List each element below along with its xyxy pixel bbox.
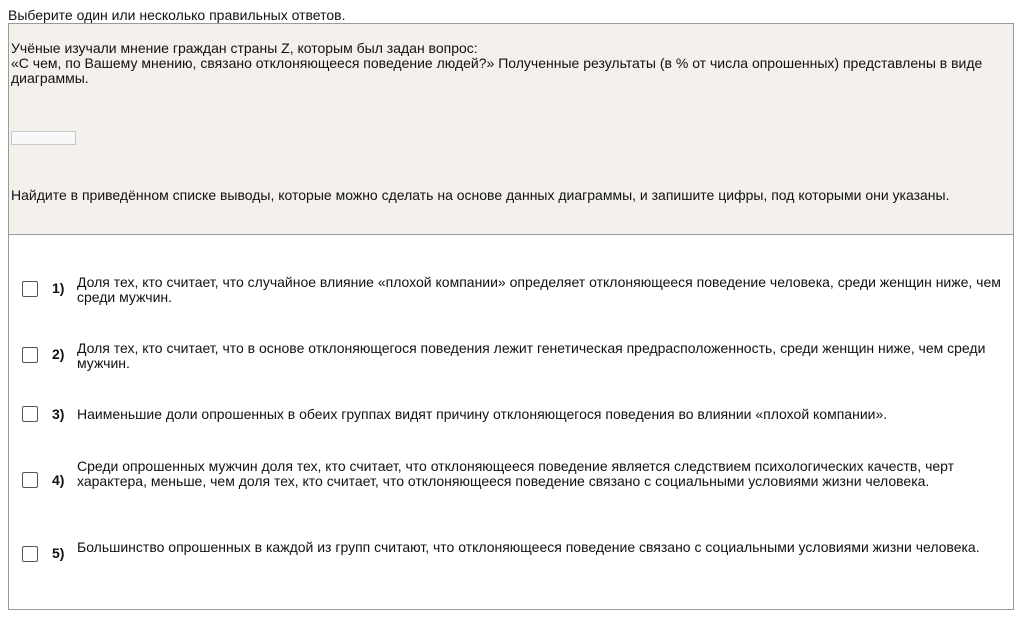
option-2-text: Доля тех, кто считает, что в основе отклоняющегося поведения лежит генетическая предрасположенность, среди женщин ниже, чем среди мужчин. [77, 340, 986, 371]
option-3-checkbox[interactable] [22, 406, 38, 422]
option-5-number: 5) [52, 545, 65, 561]
option-1-text: Доля тех, кто считает, что случайное влияние «плохой компании» определяет отклоняющееся поведение человека, среди женщин ниже, чем среди мужчин. [77, 274, 1001, 305]
instruction-text: Выберите один или несколько правильных ответов. [8, 7, 346, 23]
question-task: Найдите в приведённом списке выводы, которые можно сделать на основе данных диаграммы, и запишите цифры, под которыми они указаны. [11, 187, 950, 203]
option-5-text: Большинство опрошенных в каждой из групп считают, что отклоняющееся поведение связано с социальными условиями жизни человека. [77, 539, 980, 555]
question-intro [11, 41, 1001, 86]
option-2-number: 2) [52, 346, 65, 362]
option-1-number: 1) [52, 280, 65, 296]
broken-chart-image [11, 131, 76, 145]
option-2-checkbox[interactable] [22, 347, 38, 363]
question-block [9, 24, 1013, 235]
option-4-text: Среди опрошенных мужчин доля тех, кто считает, что отклоняющееся поведение является следствием психологических качеств, черт характера, меньше, чем доля тех, кто считает, что отклоняющееся поведение связано с социальными условиями жизни человека. [77, 458, 955, 489]
option-3-text: Наименьшие доли опрошенных в обеих группах видят причину отклоняющегося поведения во влиянии «плохой компании». [77, 406, 888, 422]
option-1-checkbox[interactable] [22, 281, 38, 297]
option-4-number: 4) [52, 472, 65, 488]
question-frame [8, 23, 1014, 610]
question-intro-line1: Учёные изучали мнение граждан страны Z, которым был задан вопрос: [11, 40, 478, 56]
option-3-number: 3) [52, 406, 65, 422]
option-5-checkbox[interactable] [22, 546, 38, 562]
question-intro-line2: «С чем, по Вашему мнению, связано отклоняющееся поведение людей?» Полученные результаты (в % от числа опрошенных) представлены в виде диаграммы. [11, 55, 983, 86]
option-4-checkbox[interactable] [22, 472, 38, 488]
